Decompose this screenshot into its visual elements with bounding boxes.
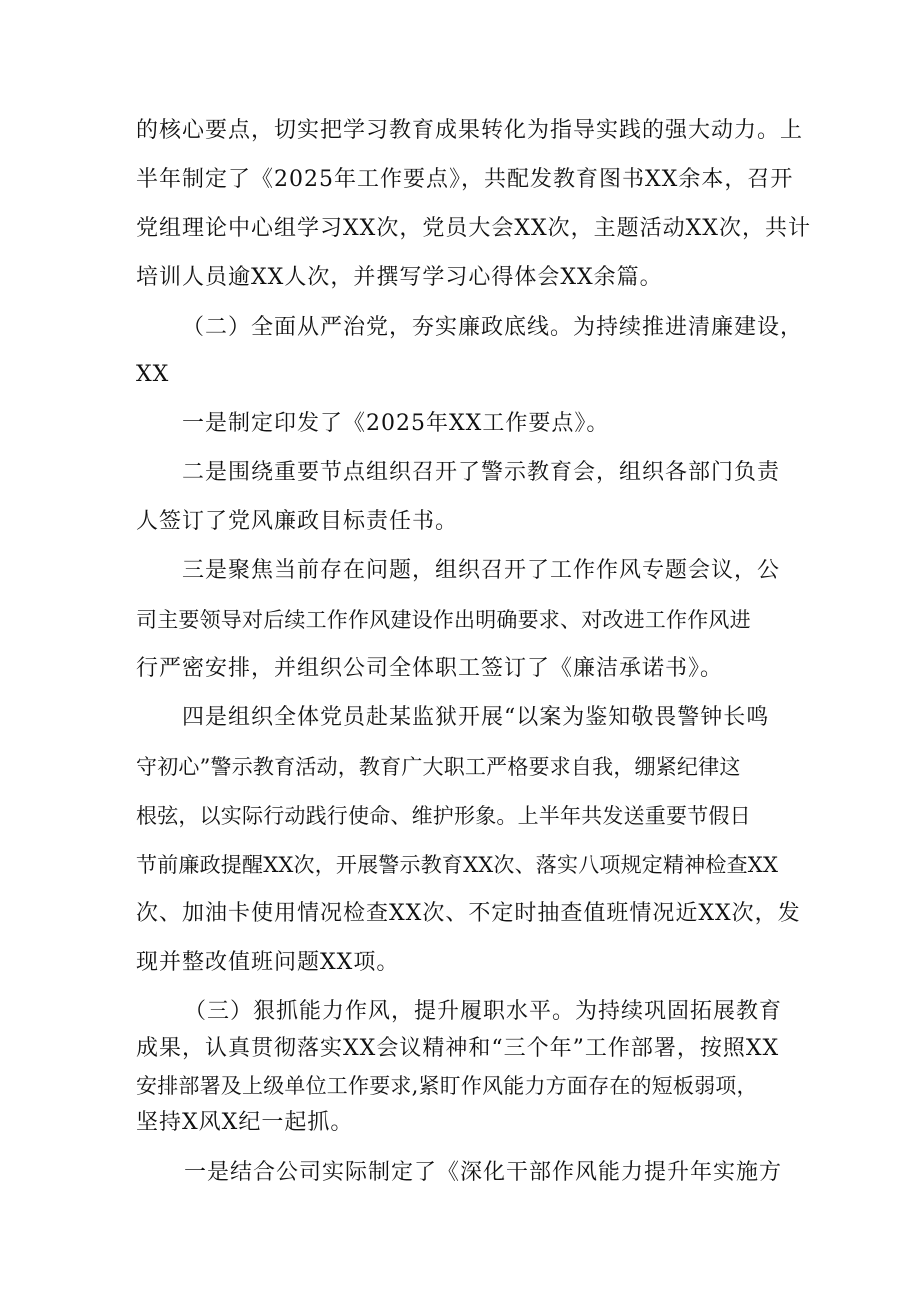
body-text-line: 党组理论中心组学习XX次，党员大会XX次，主题活动XX次，共计 xyxy=(136,216,811,241)
body-text-line: 坚持X风X纪一起抓。 xyxy=(136,1110,354,1135)
body-text-line: 守初心”警示教育活动，教育广大职工严格要求自我，绷紧纪律这 xyxy=(136,755,741,779)
list-item-text: 一是结合公司实际制定了《深化干部作风能力提升年实施方 xyxy=(184,1160,783,1185)
body-text-line: 成果，认真贯彻落实XX会议精神和“三个年”工作部署，按照XX xyxy=(136,1036,780,1061)
body-text-line: XX xyxy=(136,362,170,387)
section-heading: （二）全面从严治党，夯实廉政底线。为持续推进清廉建设， xyxy=(182,315,804,340)
body-text-line: 行严密安排，并组织公司全体职工签订了《廉洁承诺书》。 xyxy=(136,656,724,681)
body-text-line: 节前廉政提醒XX次，开展警示教育XX次、落实八项规定精神检查XX xyxy=(136,853,779,877)
list-item-text: 一是制定印发了《2025年XX工作要点》。 xyxy=(182,411,610,436)
list-item-text: 三是聚焦当前存在问题，组织召开了工作作风专题会议，公 xyxy=(182,558,781,583)
body-text-line: 次、加油卡使用情况检查XX次、不定时抽查值班情况近XX次，发 xyxy=(136,901,801,926)
list-item-text: 二是围绕重要节点组织召开了警示教育会，组织各部门负责 xyxy=(182,460,781,485)
body-text-line: 的核心要点，切实把学习教育成果转化为指导实践的强大动力。上 xyxy=(136,118,804,143)
body-text-line: 司主要领导对后续工作作风建设作出明确要求、对改进工作作风进 xyxy=(136,608,751,632)
section-heading: （三）狠抓能力作风，提升履职水平。为持续巩固拓展教育 xyxy=(184,999,783,1024)
body-text-line: 安排部署及上级单位工作要求,紧盯作风能力方面存在的短板弱项， xyxy=(136,1074,758,1098)
body-text-line: 现并整改值班问题XX项。 xyxy=(136,950,400,975)
body-text-line: 半年制定了《2025年工作要点》，共配发教育图书XX余本，召开 xyxy=(136,167,794,192)
body-text-line: 根弦，以实际行动践行使命、维护形象。上半年共发送重要节假日 xyxy=(136,804,751,828)
body-text-line: 培训人员逾XX人次，并撰写学习心得体会XX余篇。 xyxy=(136,265,663,290)
list-item-text: 四是组织全体党员赴某监狱开展“以案为鉴知敬畏警钟长鸣 xyxy=(182,705,770,730)
body-text-line: 人签订了党风廉政目标责任书。 xyxy=(136,509,459,534)
